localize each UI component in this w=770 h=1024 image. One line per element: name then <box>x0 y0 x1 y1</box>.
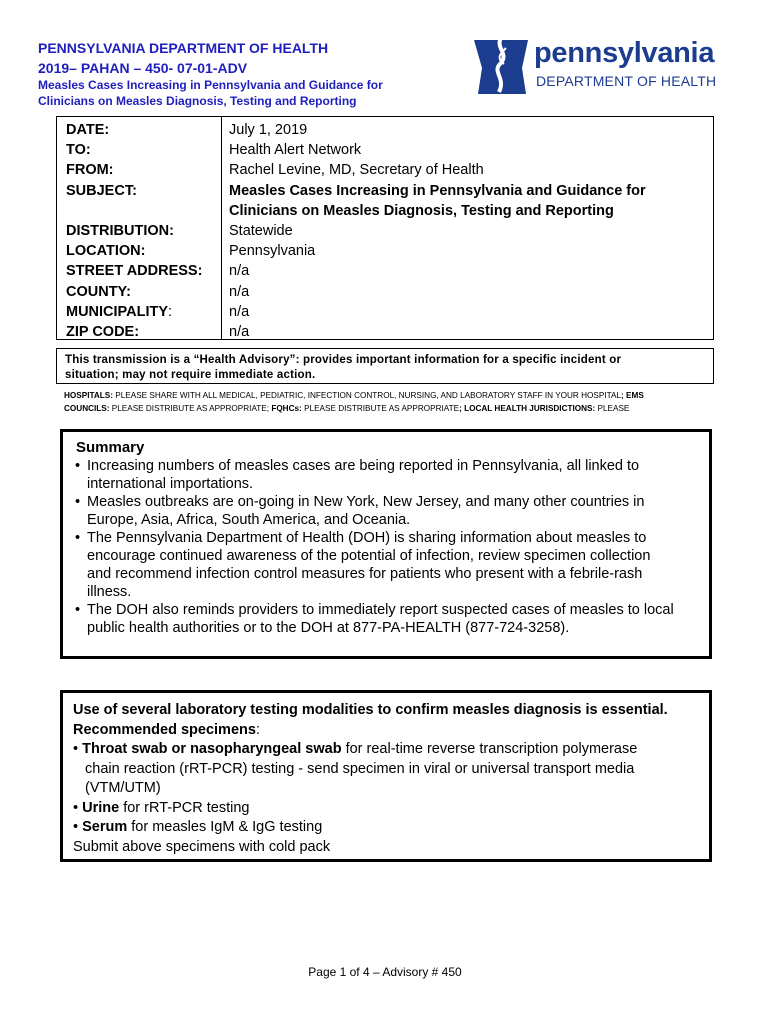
page-footer: Page 1 of 4 – Advisory # 450 <box>308 965 462 979</box>
to-value: Health Alert Network <box>229 142 362 159</box>
bullet-line: and recommend infection control measures for patients who present with a febrile-rash <box>87 566 643 582</box>
logo-department: DEPARTMENT OF HEALTH <box>536 73 717 89</box>
bullet-line: encourage continued awareness of the potential of infection, review specimen collection <box>87 548 651 564</box>
specimens-label: Recommended specimens <box>73 721 256 738</box>
subject-label: SUBJECT: <box>66 182 137 199</box>
specimens-colon: : <box>255 721 260 738</box>
to-label: TO: <box>66 142 91 159</box>
subject-value <box>229 181 709 221</box>
lhj-label: LOCAL HEALTH JURISDICTIONS: <box>464 404 596 413</box>
specimen-item <box>73 799 699 819</box>
subtitle-line: Clinicians on Measles Diagnosis, Testing and Reporting <box>38 94 357 108</box>
fqhc-label: FQHCs: <box>271 404 302 413</box>
bullet-icon: • <box>73 799 79 816</box>
specimens-heading <box>73 721 699 741</box>
bullet-icon: • <box>75 494 81 510</box>
bullet-line: public health authorities or to the DOH at 877-PA-HEALTH (877-724-3258). <box>87 620 570 636</box>
councils-text: PLEASE DISTRIBUTE AS APPROPRIATE; <box>109 404 272 413</box>
advisory-notice <box>56 348 714 384</box>
bullet-icon: • <box>75 530 81 546</box>
separator: ; <box>621 391 627 400</box>
summary-box <box>60 429 712 659</box>
specimen-item-cont: (VTM/UTM) <box>85 780 161 796</box>
testing-box <box>60 690 712 862</box>
summary-title: Summary <box>76 439 145 456</box>
specimen-name: Throat swab or nasopharyngeal swab <box>82 741 342 757</box>
specimen-text: for rRT-PCR testing <box>119 799 250 816</box>
ems-label: EMS <box>626 391 644 400</box>
specimen-name: Serum <box>82 819 128 835</box>
subject-value-line: Clinicians on Measles Diagnosis, Testing and Reporting <box>229 202 614 219</box>
advisory-line: This transmission is a “Health Advisory”: provides important information for a specific incident or <box>65 354 622 366</box>
bullet-line: The Pennsylvania Department of Health (DOH) is sharing information about measles to <box>87 530 647 546</box>
bullet-line: Increasing numbers of measles cases are being reported in Pennsylvania, all linked to <box>87 458 640 474</box>
info-values <box>229 120 709 342</box>
street-address-value: n/a <box>229 263 250 280</box>
specimen-name: Urine <box>82 799 120 816</box>
municipality-label-row <box>66 302 216 322</box>
county-label: COUNTY: <box>66 283 131 300</box>
org-name: PENNSYLVANIA DEPARTMENT OF HEALTH <box>38 40 329 56</box>
specimen-item <box>73 818 699 838</box>
distribution-value: Statewide <box>229 222 293 239</box>
summary-bullet <box>75 529 697 601</box>
memo-info-table <box>56 116 714 340</box>
bullet-icon: • <box>73 819 79 835</box>
municipality-colon: : <box>168 303 173 320</box>
keystone-logo-icon <box>470 34 532 98</box>
info-labels <box>66 120 216 342</box>
date-value: July 1, 2019 <box>229 122 308 138</box>
subtitle-line: Measles Cases Increasing in Pennsylvania and Guidance for <box>38 78 383 92</box>
location-value: Pennsylvania <box>229 243 316 260</box>
testing-heading: Use of several laboratory testing modalities to confirm measles diagnosis is essential. <box>73 702 668 718</box>
summary-bullet <box>75 601 697 637</box>
hospitals-text: PLEASE SHARE WITH ALL MEDICAL, PEDIATRIC, INFECTION CONTROL, NURSING, AND LABORATORY STAFF IN YOUR HOSPITAL <box>112 391 622 400</box>
pa-health-logo <box>470 34 717 98</box>
subject-value-line: Measles Cases Increasing in Pennsylvania and Guidance for <box>229 182 646 199</box>
bullet-line: international importations. <box>87 476 254 492</box>
document-header <box>38 38 328 78</box>
date-label: DATE: <box>66 122 110 138</box>
bullet-icon: • <box>73 741 79 757</box>
bullet-icon: • <box>75 602 81 618</box>
zip-code-value: n/a <box>229 323 250 340</box>
councils-label: COUNCILS: <box>64 404 110 413</box>
logo-wordmark: pennsylvania <box>534 37 715 69</box>
advisory-code: 2019– PAHAN – 450- 07-01-ADV <box>38 60 248 76</box>
bullet-icon: • <box>75 458 81 474</box>
summary-bullet <box>75 493 697 529</box>
hospitals-label: HOSPITALS: <box>64 391 113 400</box>
separator: ; <box>459 404 465 413</box>
bullet-line: Measles outbreaks are on-going in New York, New Jersey, and many other countries in <box>87 494 645 510</box>
specimen-item <box>73 740 699 760</box>
from-value: Rachel Levine, MD, Secretary of Health <box>229 162 484 179</box>
document-subtitle <box>38 77 383 109</box>
lhj-text: PLEASE <box>595 404 630 413</box>
bullet-line: The DOH also reminds providers to immediately report suspected cases of measles to local <box>87 602 674 618</box>
street-address-label: STREET ADDRESS: <box>66 263 203 280</box>
zip-code-label: ZIP CODE: <box>66 323 140 340</box>
specimen-item-cont: chain reaction (rRT-PCR) testing - send specimen in viral or universal transport media <box>85 760 635 777</box>
county-value: n/a <box>229 283 250 300</box>
summary-bullet <box>75 457 697 493</box>
submit-instruction: Submit above specimens with cold pack <box>73 838 331 855</box>
municipality-label: MUNICIPALITY <box>66 303 169 320</box>
distribution-label: DISTRIBUTION: <box>66 222 174 239</box>
from-label: FROM: <box>66 162 114 179</box>
table-divider <box>221 117 222 339</box>
fqhc-text: PLEASE DISTRIBUTE AS APPROPRIATE <box>301 404 460 413</box>
bullet-line: Europe, Asia, Africa, South America, and Oceania. <box>87 512 411 528</box>
specimen-text: for measles IgM & IgG testing <box>127 819 323 835</box>
municipality-value: n/a <box>229 303 250 320</box>
distribution-note <box>64 389 714 415</box>
bullet-line: illness. <box>87 584 132 600</box>
location-label: LOCATION: <box>66 243 146 260</box>
specimen-text: for real-time reverse transcription polymerase <box>341 741 638 757</box>
advisory-line: situation; may not require immediate action. <box>65 369 316 381</box>
